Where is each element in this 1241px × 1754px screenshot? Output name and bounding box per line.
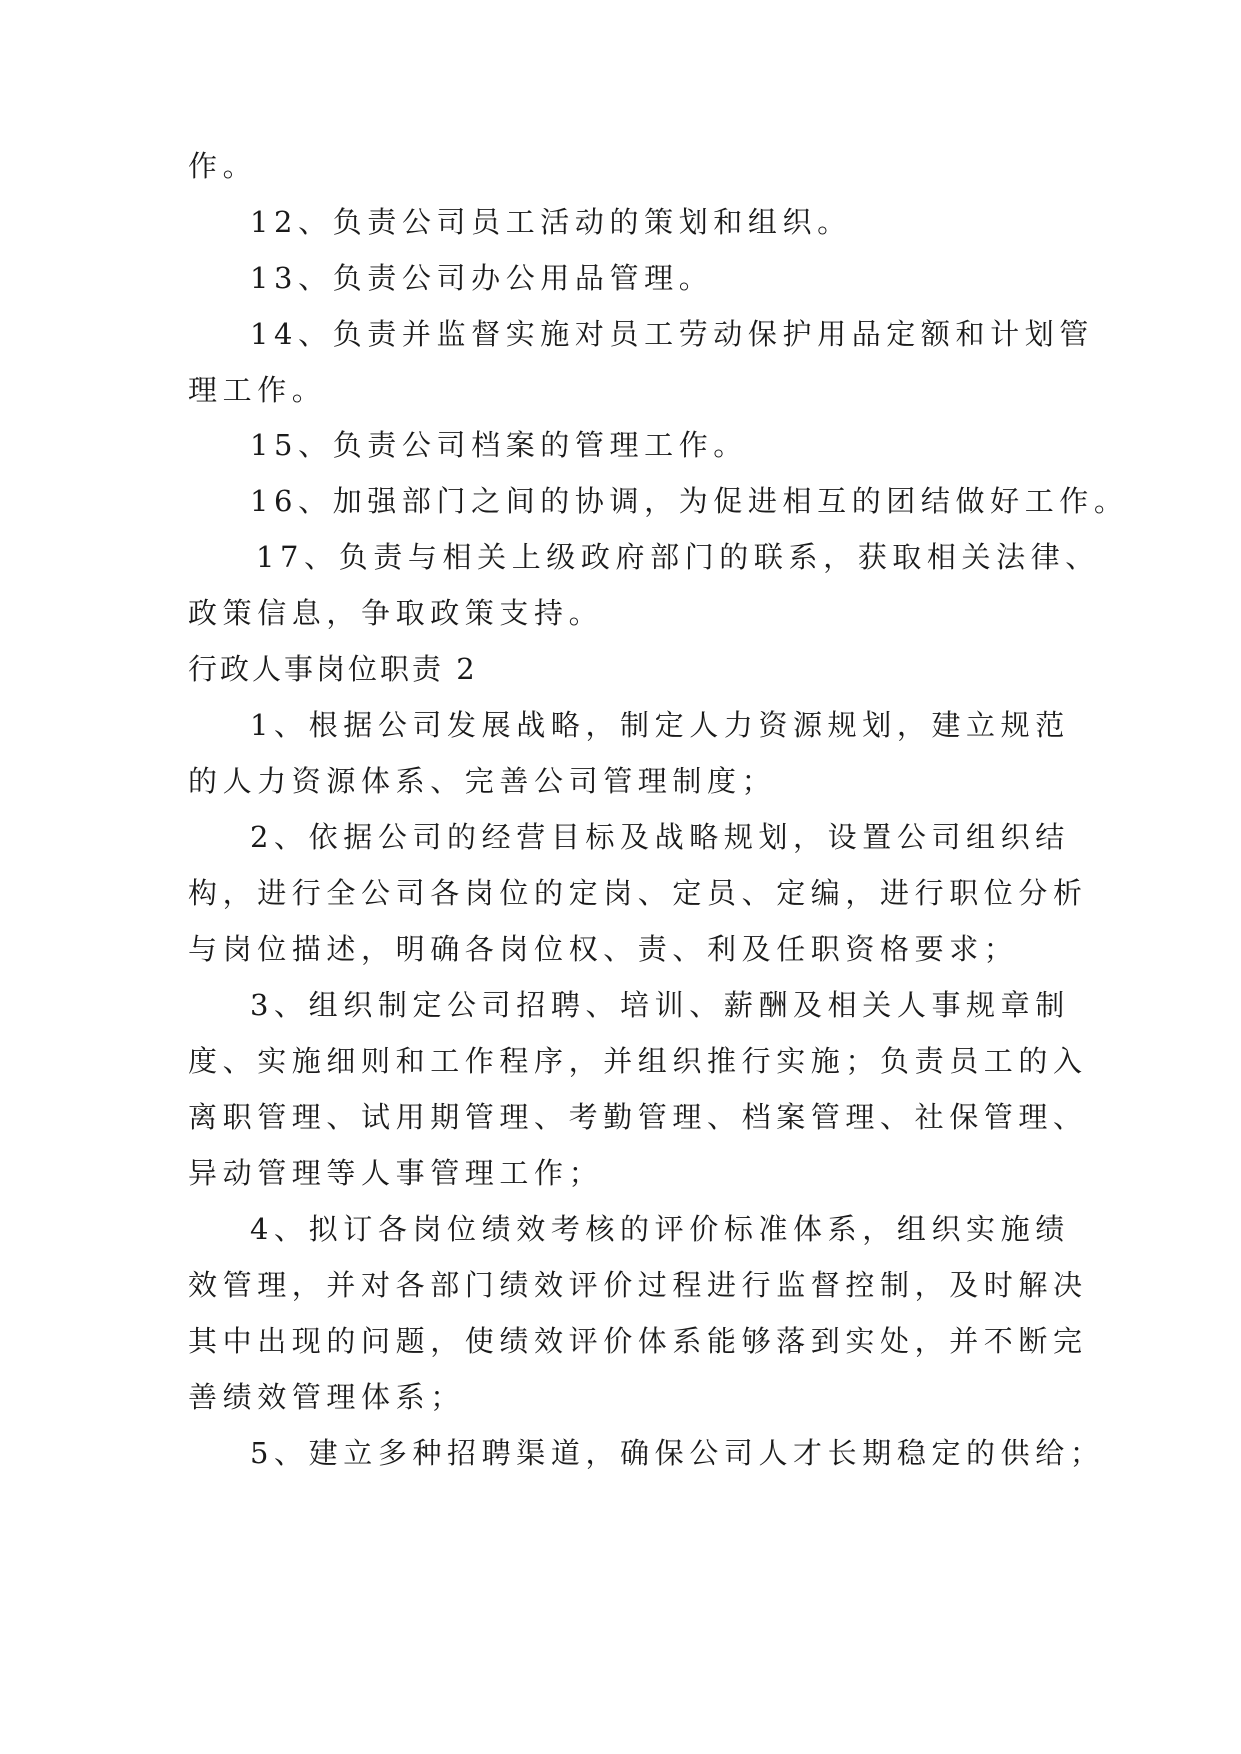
text-line: 其中出现的问题，使绩效评价体系能够落到实处，并不断完 (188, 1324, 1088, 1358)
section-heading: 行政人事岗位职责 2 (188, 652, 478, 686)
text-line: 17、负责与相关上级政府部门的联系，获取相关法律、 (256, 540, 1100, 574)
text-line: 离职管理、试用期管理、考勤管理、档案管理、社保管理、 (188, 1100, 1088, 1134)
text-line: 效管理，并对各部门绩效评价过程进行监督控制，及时解决 (188, 1268, 1088, 1302)
text-line: 与岗位描述，明确各岗位权、责、利及任职资格要求； (188, 932, 1019, 966)
text-line: 15、负责公司档案的管理工作。 (250, 428, 748, 462)
text-line: 作。 (188, 149, 258, 183)
text-line: 异动管理等人事管理工作； (188, 1156, 604, 1190)
text-line: 理工作。 (188, 373, 327, 407)
text-line: 5、建立多种招聘渠道，确保公司人才长期稳定的供给； (250, 1436, 1105, 1470)
text-line: 3、组织制定公司招聘、培训、薪酬及相关人事规章制 (250, 988, 1070, 1022)
text-line: 13、负责公司办公用品管理。 (250, 261, 714, 295)
text-line: 的人力资源体系、完善公司管理制度； (188, 764, 777, 798)
text-line: 14、负责并监督实施对员工劳动保护用品定额和计划管 (250, 317, 1094, 351)
text-line: 16、加强部门之间的协调，为促进相互的团结做好工作。 (250, 484, 1129, 518)
text-line: 度、实施细则和工作程序，并组织推行实施；负责员工的入 (188, 1044, 1088, 1078)
text-line: 构，进行全公司各岗位的定岗、定员、定编，进行职位分析 (188, 876, 1088, 910)
text-line: 政策信息，争取政策支持。 (188, 596, 604, 630)
text-line: 2、依据公司的经营目标及战略规划，设置公司组织结 (250, 820, 1070, 854)
text-line: 12、负责公司员工活动的策划和组织。 (250, 205, 852, 239)
text-line: 4、拟订各岗位绩效考核的评价标准体系，组织实施绩 (250, 1212, 1070, 1246)
text-line: 1、根据公司发展战略，制定人力资源规划，建立规范 (250, 708, 1070, 742)
text-line: 善绩效管理体系； (188, 1380, 465, 1414)
